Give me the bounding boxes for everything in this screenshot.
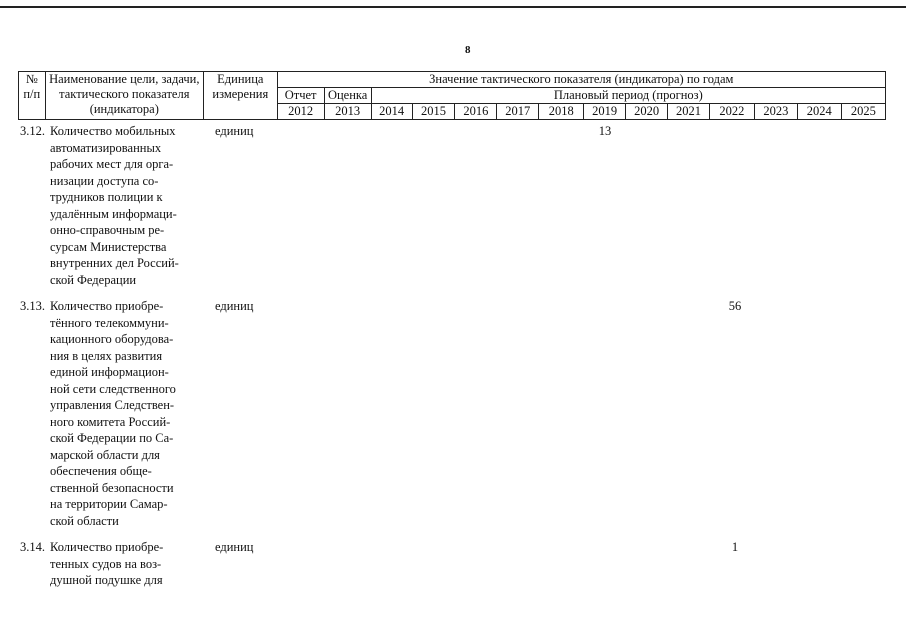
header-year: 2023 — [754, 104, 797, 120]
top-rule — [0, 6, 906, 8]
name-line: Количество приобре- — [50, 299, 164, 313]
name-line: ного комитета Россий- — [50, 414, 171, 429]
header-unit: Единица измерения — [204, 72, 278, 120]
row-no: 3.12. — [20, 124, 45, 138]
header-year: 2017 — [497, 104, 539, 120]
row-no: 3.13. — [20, 299, 45, 313]
row-unit: единиц — [215, 540, 254, 554]
name-line: ственной безопасности — [50, 480, 174, 495]
page-number: 8 — [465, 44, 471, 56]
name-line: внутренних дел Россий- — [50, 256, 179, 270]
name-line: единой информацион- — [50, 365, 169, 379]
indicator-table-header — [18, 71, 886, 120]
name-line: низации доступа со- — [50, 173, 159, 188]
name-line: ской Федерации по Са- — [50, 431, 174, 445]
header-year: 2020 — [626, 104, 668, 120]
name-line: обеспечения обще- — [50, 464, 152, 478]
header-year: 2016 — [455, 104, 497, 120]
header-report: Отчет — [277, 88, 324, 104]
header-no: № п/п — [19, 72, 46, 120]
name-line: душной подушке для — [50, 573, 163, 587]
header-name: Наименование цели, задачи, тактического показателя (индикатора) — [45, 72, 203, 120]
row-name — [50, 298, 197, 529]
row-value: 13 — [598, 124, 612, 138]
name-line: тённого телекоммуни- — [50, 315, 169, 330]
name-line: Количество мобильных — [50, 124, 176, 138]
header-estimate: Оценка — [324, 88, 371, 104]
name-line: управления Следствен- — [50, 398, 175, 412]
header-year: 2012 — [277, 104, 324, 120]
row-no: 3.14. — [20, 540, 45, 554]
row-value: 56 — [728, 299, 742, 313]
row-unit: единиц — [215, 124, 254, 138]
name-line: ной сети следственного — [50, 381, 176, 396]
header-year: 2025 — [841, 104, 885, 120]
header-year: 2019 — [584, 104, 626, 120]
name-line: удалённым информаци- — [50, 206, 177, 221]
name-line: автоматизированных — [50, 140, 162, 155]
header-year: 2013 — [324, 104, 371, 120]
header-values-group: Значение тактического показателя (индикатора) по годам — [277, 72, 885, 88]
header-plan-period: Плановый период (прогноз) — [371, 88, 885, 104]
name-line: кационного оборудова- — [50, 332, 174, 346]
name-line: ния в целях развития — [50, 348, 163, 363]
name-line: Количество приобре- — [50, 540, 164, 554]
row-name — [50, 123, 197, 288]
name-line: ской Федерации — [50, 272, 137, 287]
name-line: сурсам Министерства — [50, 239, 167, 254]
row-value: 1 — [731, 540, 739, 554]
header-year: 2014 — [371, 104, 412, 120]
name-line: ской области — [50, 513, 119, 528]
header-year: 2018 — [539, 104, 584, 120]
name-line: на территории Самар- — [50, 497, 168, 511]
name-line: рабочих мест для орга- — [50, 157, 174, 171]
header-year: 2024 — [797, 104, 841, 120]
name-line: трудников полиции к — [50, 190, 163, 204]
header-year: 2022 — [709, 104, 754, 120]
name-line: онно-справочным ре- — [50, 223, 165, 237]
name-line: тенных судов на воз- — [50, 556, 162, 571]
header-year: 2015 — [412, 104, 455, 120]
row-unit: единиц — [215, 299, 254, 313]
row-name — [50, 539, 197, 589]
name-line: марской области для — [50, 447, 160, 462]
header-year: 2021 — [668, 104, 710, 120]
